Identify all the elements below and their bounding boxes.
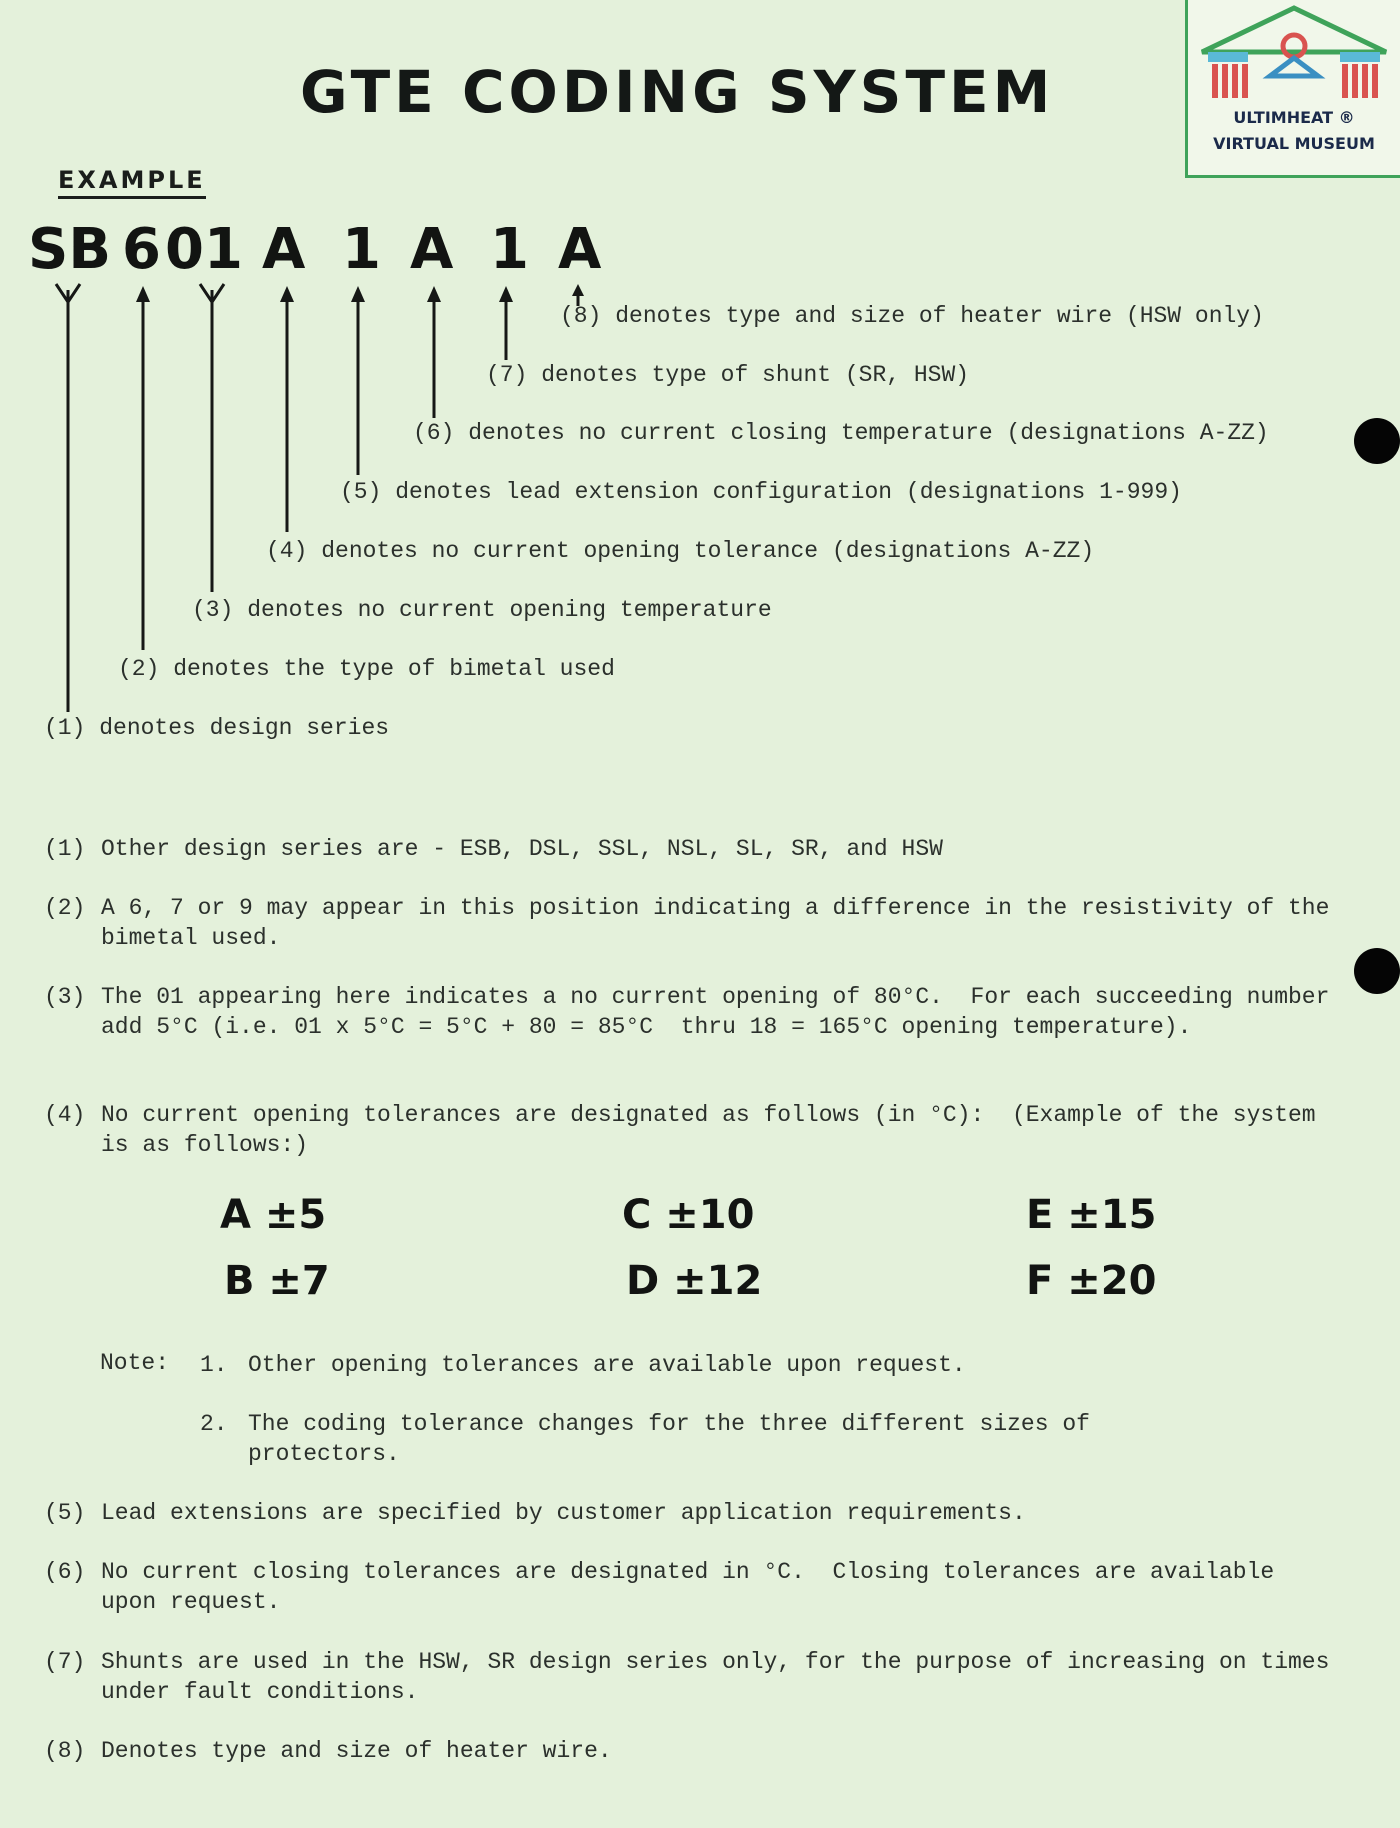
note-text: No current opening tolerances are designated as follows (in °C): (Example of the system is as follows:) xyxy=(101,1102,1330,1158)
note-number: (7) xyxy=(44,1649,86,1675)
note-number: (3) xyxy=(44,984,86,1010)
code-label-3: (3) denotes no current opening temperature xyxy=(192,597,772,623)
sub-note-1 xyxy=(200,1350,1200,1380)
tolerance-f: F ±20 xyxy=(1026,1258,1157,1304)
tolerance-e: E ±15 xyxy=(1026,1192,1157,1238)
note-text: Lead extensions are specified by customer application requirements. xyxy=(101,1500,1026,1526)
logo-museum-text: VIRTUAL MUSEUM xyxy=(1213,134,1375,153)
page-title: GTE CODING SYSTEM xyxy=(300,58,1055,126)
note-number: (5) xyxy=(44,1500,86,1526)
note-7 xyxy=(44,1647,1344,1707)
note-4 xyxy=(44,1100,1334,1160)
code-label-8: (8) denotes type and size of heater wire (HSW only) xyxy=(560,303,1264,329)
code-part-opening-temp: 01 xyxy=(165,217,243,282)
note-label: Note: xyxy=(100,1350,170,1376)
note-text: A 6, 7 or 9 may appear in this position indicating a difference in the resistivity of the bimetal used. xyxy=(101,895,1344,951)
tolerance-a: A ±5 xyxy=(220,1192,327,1238)
code-label-4: (4) denotes no current opening tolerance (designations A-ZZ) xyxy=(266,538,1095,564)
example-heading: EXAMPLE xyxy=(58,166,206,199)
code-label-1: (1) denotes design series xyxy=(44,715,390,741)
binder-hole-bottom xyxy=(1354,948,1400,994)
binder-hole-top xyxy=(1354,418,1400,464)
code-label-6: (6) denotes no current closing temperature (designations A-ZZ) xyxy=(413,420,1269,446)
note-text: Other design series are - ESB, DSL, SSL, NSL, SL, SR, and HSW xyxy=(101,836,943,862)
code-label-5: (5) denotes lead extension configuration (designations 1-999) xyxy=(340,479,1182,505)
note-number: (1) xyxy=(44,836,86,862)
code-part-opening-tolerance: A xyxy=(262,217,306,282)
note-text: Shunts are used in the HSW, SR design series only, for the purpose of increasing on times under fault conditions. xyxy=(101,1649,1344,1705)
tolerance-d: D ±12 xyxy=(626,1258,763,1304)
sub-note-text: The coding tolerance changes for the three different sizes of protectors. xyxy=(248,1411,1090,1467)
note-text: The 01 appearing here indicates a no current opening of 80°C. For each succeeding number add 5°C (i.e. 01 x 5°C = 5°C + 80 = 85°C thru 18 = 165°C opening temperature). xyxy=(101,984,1344,1040)
sub-note-2 xyxy=(200,1409,1200,1469)
code-part-lead-extension: 1 xyxy=(342,217,381,282)
code-part-shunt: 1 xyxy=(490,217,529,282)
code-label-7: (7) denotes type of shunt (SR, HSW) xyxy=(486,362,970,388)
sub-note-number: 1. xyxy=(200,1352,228,1378)
note-number: (2) xyxy=(44,895,86,921)
note-5 xyxy=(44,1498,1334,1528)
note-3 xyxy=(44,982,1344,1042)
note-8 xyxy=(44,1736,1334,1766)
code-part-heater-wire: A xyxy=(558,217,602,282)
code-part-series: SB xyxy=(28,217,112,282)
tolerance-b: B ±7 xyxy=(224,1258,330,1304)
note-number: (4) xyxy=(44,1102,86,1128)
code-part-bimetal: 6 xyxy=(122,217,161,282)
note-text: Denotes type and size of heater wire. xyxy=(101,1738,612,1764)
sub-note-number: 2. xyxy=(200,1411,228,1437)
code-label-2: (2) denotes the type of bimetal used xyxy=(118,656,615,682)
note-6 xyxy=(44,1557,1334,1617)
code-part-closing-temp: A xyxy=(410,217,454,282)
note-number: (6) xyxy=(44,1559,86,1585)
tolerance-c: C ±10 xyxy=(622,1192,755,1238)
note-text: No current closing tolerances are designated in °C. Closing tolerances are available upon request. xyxy=(101,1559,1289,1615)
note-1 xyxy=(44,834,1334,864)
note-2 xyxy=(44,893,1344,953)
sub-note-text: Other opening tolerances are available upon request. xyxy=(248,1352,966,1378)
note-number: (8) xyxy=(44,1738,86,1764)
logo-brand-text: ULTIMHEAT ® xyxy=(1233,108,1355,127)
